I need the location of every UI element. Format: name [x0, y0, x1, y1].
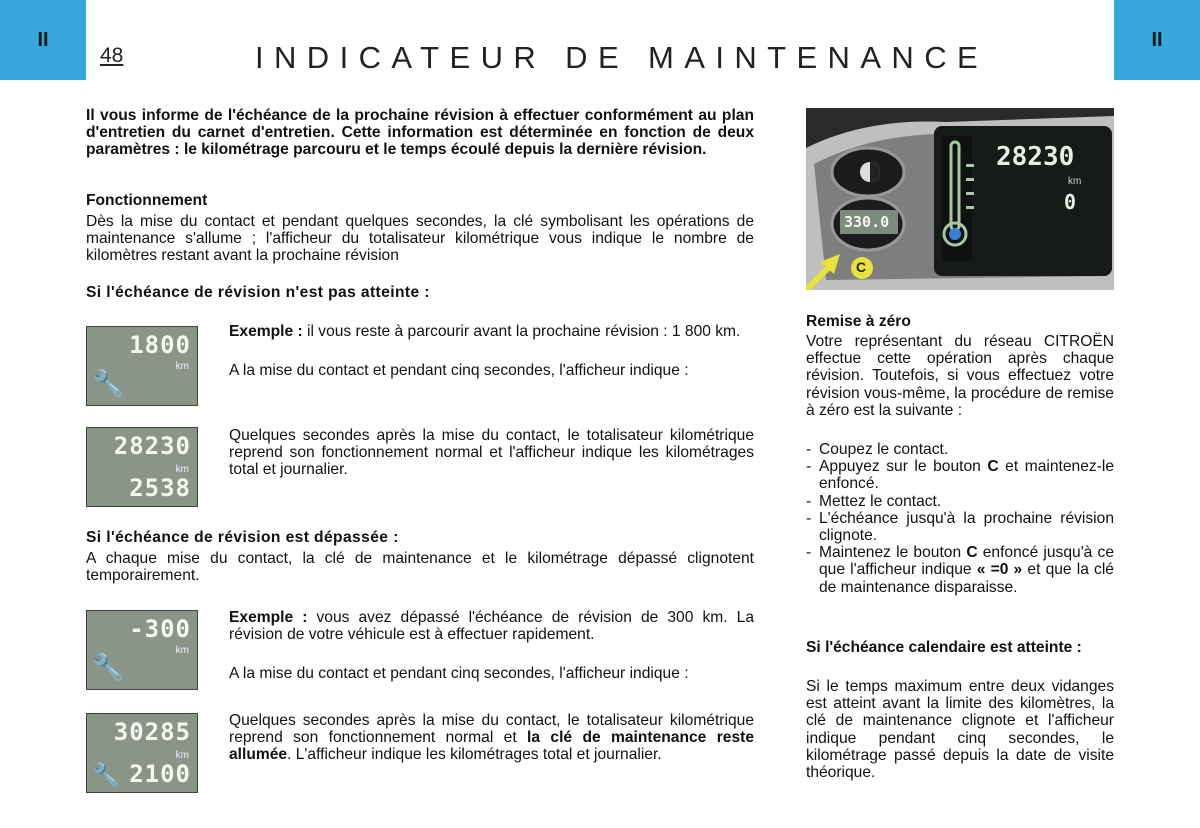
step-button-label: C: [966, 544, 978, 562]
fonctionnement-text: Dès la mise du contact et pendant quelques secondes, la clé symbolisant les opérations de maintenance s'allume ; l'afficheur du totalisateur kilométrique vous indique le nombre de kilomètres restant avant la prochaine révision: [86, 213, 754, 265]
example-body: il vous reste à parcourir avant la prochaine révision : 1 800 km.: [302, 323, 741, 340]
step-text: Coupez le contact.: [819, 441, 949, 458]
example-label: Exemple :: [229, 609, 308, 626]
step-text: Maintenez le bouton: [819, 544, 967, 562]
fonctionnement-heading: Fonctionnement: [86, 192, 208, 209]
cluster-button-display: 330.0: [844, 213, 890, 231]
cluster-unit: km: [1068, 176, 1082, 187]
step-text: Appuyez sur le bouton: [819, 458, 988, 476]
exceeded-text: A chaque mise du contact, la clé de maintenance et le kilométrage dépassé clignotent temporairement.: [86, 550, 754, 585]
lcd-unit: km: [175, 750, 189, 761]
list-item: [806, 458, 1114, 492]
list-item: [806, 441, 1114, 458]
lcd-display-300: [86, 610, 198, 690]
lcd-odometer-value: -300: [129, 615, 191, 643]
reset-steps-list: [806, 441, 1114, 596]
lcd-trip-value: 2538: [129, 474, 191, 502]
lcd-unit: km: [175, 464, 189, 475]
lcd-display-28230: [86, 427, 198, 507]
section-tab-right: [1114, 0, 1200, 80]
reset-heading: Remise à zéro: [806, 313, 911, 330]
wrench-icon: 🔧: [92, 763, 120, 788]
example-body: vous avez dépassé l'échéance de révision de 300 km. La révision de votre véhicule est à effectuer rapidement.: [229, 609, 754, 644]
reset-text: Votre représentant du réseau CITROËN effectue cette opération après chaque révision. Toutefois, si vous effectuez votre révision vous-même, la procédure de remise à zéro est la suivante :: [806, 333, 1114, 419]
step-display-value: « =0 »: [976, 561, 1023, 579]
example-2-text: [229, 609, 754, 643]
calendar-text: Si le temps maximum entre deux vidanges est atteint avant la limite des kilomètres, la clé de maintenance clignote et l'afficheur indique pendant cinq secondes, le kilométrage passé depuis la date de visite théorique.: [806, 678, 1114, 782]
lcd-unit: km: [175, 361, 189, 372]
after-2-text: [229, 712, 754, 764]
lcd-odometer-value: 30285: [113, 718, 191, 746]
callout-c-label: C: [856, 259, 867, 275]
section-tab-left: [0, 0, 86, 80]
exceeded-heading: Si l'échéance de révision est dépassée :: [86, 529, 399, 546]
lcd-display-1800: [86, 326, 198, 406]
instrument-cluster-photo: [806, 108, 1114, 290]
display-2-text: A la mise du contact et pendant cinq secondes, l'afficheur indique :: [229, 665, 689, 682]
step-text: Mettez le contact.: [819, 492, 942, 510]
lcd-display-30285: [86, 713, 198, 793]
step-button-label: C: [987, 458, 999, 476]
list-item: [806, 510, 1114, 544]
lcd-odometer-value: 1800: [129, 331, 191, 359]
section-tab-label: II: [1151, 28, 1163, 51]
list-item: [806, 493, 1114, 510]
after-text-post: . L'afficheur indique les kilométrages total et journalier.: [287, 746, 662, 764]
after-text-pre: Quelques secondes après la mise du contact, le totalisateur kilométrique reprend son fonctionnement normal et: [229, 712, 754, 747]
lcd-unit: km: [175, 645, 189, 656]
section-tab-label: II: [37, 28, 49, 51]
page-number: 48: [100, 44, 124, 67]
wrench-icon: 🔧: [92, 653, 125, 683]
after-1-text: Quelques secondes après la mise du contact, le totalisateur kilométrique reprend son fonctionnement normal et l'afficheur indique les kilométrages total et journalier.: [229, 427, 754, 479]
step-text: enfoncé jusqu'à ce que l'afficheur indique: [819, 544, 1114, 579]
lcd-trip-value: 2100: [129, 760, 191, 788]
after-text-bold: la clé de maintenance reste allumée: [229, 729, 754, 764]
step-text: L'échéance jusqu'à la prochaine révision clignote.: [819, 509, 1114, 545]
page-title: INDICATEUR DE MAINTENANCE: [255, 40, 989, 75]
calendar-heading: Si l'échéance calendaire est atteinte :: [806, 639, 1082, 656]
not-reached-heading: Si l'échéance de révision n'est pas atteinte :: [86, 284, 430, 301]
intro-paragraph: Il vous informe de l'échéance de la prochaine révision à effectuer conformément au plan d'entretien du carnet d'entretien. Cette information est déterminée en fonction de deux paramètres : le kilométrage parcouru et le temps écoulé depuis la dernière révision.: [86, 107, 754, 159]
lcd-odometer-value: 28230: [113, 432, 191, 460]
display-1-text: A la mise du contact et pendant cinq secondes, l'afficheur indique :: [229, 362, 689, 379]
list-item: [806, 544, 1114, 596]
wrench-icon: 🔧: [92, 369, 125, 399]
cluster-trip: 0: [1064, 190, 1077, 214]
example-1-text: [229, 323, 754, 340]
step-text: et que la clé de maintenance disparaisse.: [819, 561, 1114, 596]
step-text: et maintenez-le enfoncé.: [819, 458, 1114, 493]
example-label: Exemple :: [229, 323, 303, 340]
cluster-odometer: 28230: [996, 142, 1075, 172]
